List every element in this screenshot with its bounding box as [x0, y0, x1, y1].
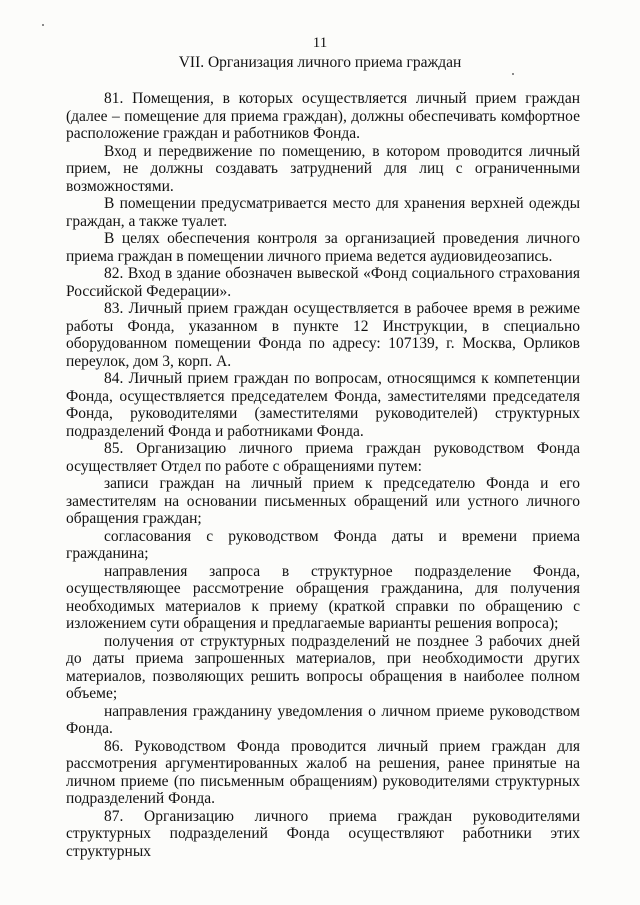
paragraph-85-request: направления запроса в структурное подразделение Фонда, осуществляющее рассмотрение обращения гражданина, для получения необходимых материалов к приему (краткой справки по обращению с изложением сути обращения и предлагаемые варианты решения вопроса);: [66, 562, 580, 632]
scan-speck: [512, 73, 514, 75]
paragraph-83: 83. Личный прием граждан осуществляется в рабочее время в режиме работы Фонда, указанном в пункте 12 Инструкции, в специально оборудованном помещении Фонда по адресу: 107139, г. Москва, Орликов переулок, дом 3, корп. А.: [66, 300, 580, 370]
paragraph-85-notification: направления гражданину уведомления о личном приеме руководством Фонда.: [66, 702, 580, 737]
paragraph-video-recording: В целях обеспечения контроля за организацией проведения личного приема граждан в помещении личного приема ведется аудиовидеозапись.: [66, 230, 580, 265]
paragraph-85-scheduling: согласования с руководством Фонда даты и времени приема гражданина;: [66, 527, 580, 562]
paragraph-85: 85. Организацию личного приема граждан руководством Фонда осуществляет Отдел по работе с обращениями путем:: [66, 440, 580, 475]
paragraph-84: 84. Личный прием граждан по вопросам, относящимся к компетенции Фонда, осуществляется председателем Фонда, заместителями председателя Фонда, руководителями (заместителями руководителей) структурных подразделений Фонда и работниками Фонда.: [66, 370, 580, 440]
paragraph-85-registration: записи граждан на личный прием к председателю Фонда и его заместителям на основании письменных обращений или устного личного обращения граждан;: [66, 475, 580, 527]
paragraph-81: 81. Помещения, в которых осуществляется личный прием граждан (далее – помещение для приема граждан), должны обеспечивать комфортное расположение граждан и работников Фонда.: [66, 90, 580, 142]
document-body: [66, 90, 580, 860]
paragraph-86: 86. Руководством Фонда проводится личный прием граждан для рассмотрения аргументированных жалоб на решения, ранее принятые на личном приеме (по письменным обращениям) руководителями структурных подразделений Фонда.: [66, 737, 580, 807]
paragraph-85-materials: получения от структурных подразделений не позднее 3 рабочих дней до даты приема запрошенных материалов, при необходимости других материалов, позволяющих решить вопросы обращения в наиболее полном объеме;: [66, 632, 580, 702]
scan-speck: [42, 24, 44, 26]
page-number: 11: [312, 35, 328, 51]
paragraph-82: 82. Вход в здание обозначен вывеской «Фонд социального страхования Российской Федерации».: [66, 265, 580, 300]
paragraph-87: 87. Организацию личного приема граждан руководителями структурных подразделений Фонда осуществляют работники этих структурных: [66, 807, 580, 860]
paragraph-cloakroom: В помещении предусматривается место для хранения верхней одежды граждан, а также туалет.: [66, 195, 580, 230]
section-title: VII. Организация личного приема граждан: [178, 54, 462, 71]
paragraph-entrance: Вход и передвижение по помещению, в котором проводится личный прием, не должны создавать затруднений для лиц с ограниченными возможностями.: [66, 142, 580, 195]
